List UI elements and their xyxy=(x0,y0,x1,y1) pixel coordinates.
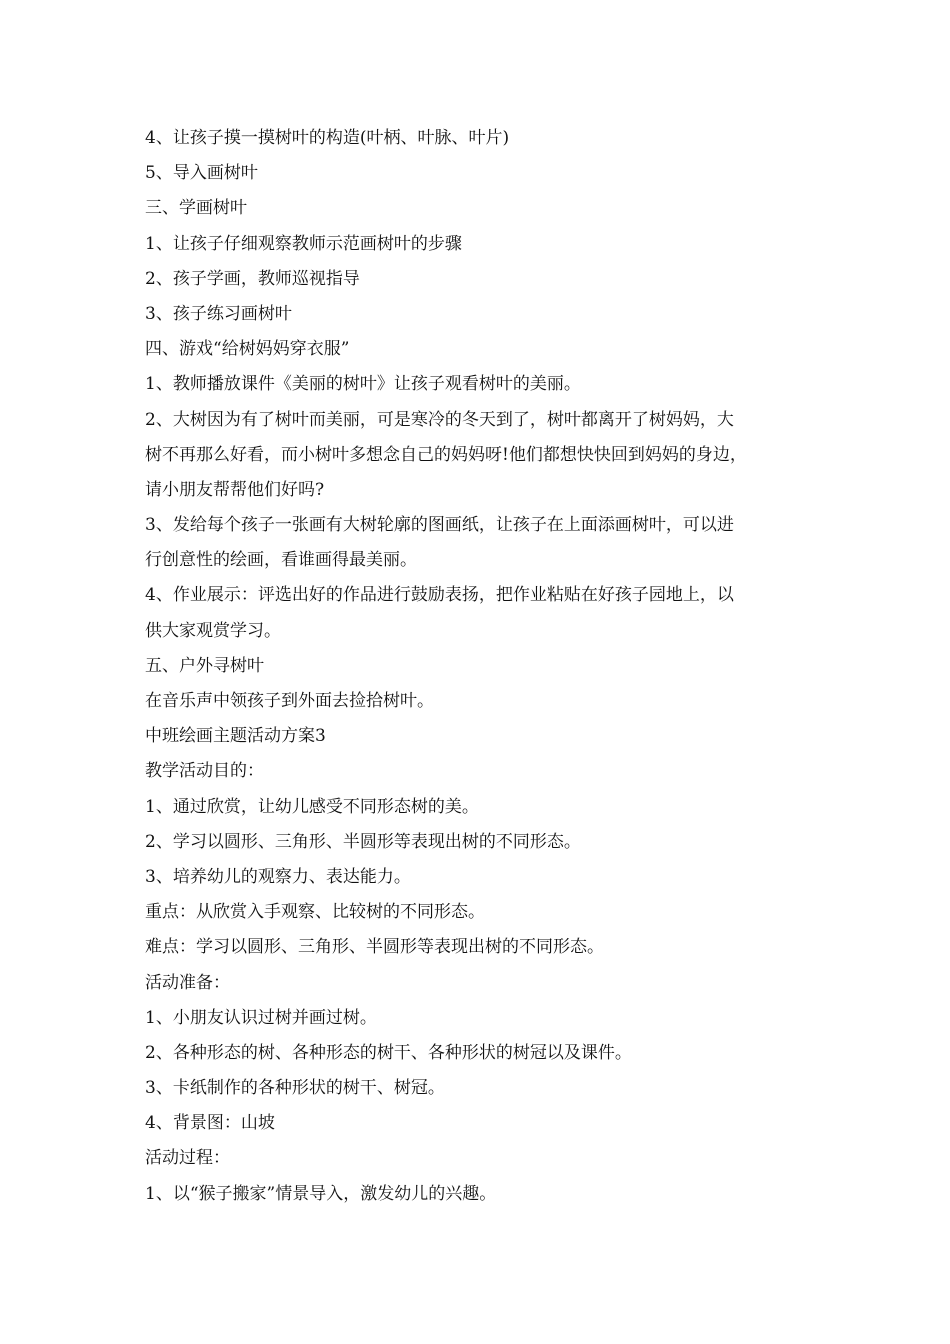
text-line: 1、教师播放课件《美丽的树叶》让孩子观看树叶的美丽。 xyxy=(145,374,581,395)
text-line: 2、孩子学画，教师巡视指导 xyxy=(145,268,360,289)
section-heading: 教学活动目的： xyxy=(145,761,264,782)
text-line: 1、以“猴子搬家”情景导入，激发幼儿的兴趣。 xyxy=(145,1183,497,1204)
text-line: 5、导入画树叶 xyxy=(145,163,258,184)
text-line: 4、作业展示：评选出好的作品进行鼓励表扬，把作业粘贴在好孩子园地上，以 xyxy=(145,585,734,606)
section-heading: 四、游戏“给树妈妈穿衣服” xyxy=(145,339,350,360)
text-line: 供大家观赏学习。 xyxy=(145,620,281,641)
text-line: 3、培养幼儿的观察力、表达能力。 xyxy=(145,866,411,887)
text-line: 请小朋友帮帮他们好吗? xyxy=(145,479,325,500)
text-line: 树不再那么好看，而小树叶多想念自己的妈妈呀!他们都想快快回到妈妈的身边， xyxy=(145,444,747,465)
text-line: 1、让孩子仔细观察教师示范画树叶的步骤 xyxy=(145,233,462,254)
document-body xyxy=(145,121,825,1212)
section-heading: 活动过程： xyxy=(145,1148,230,1169)
text-line: 3、孩子练习画树叶 xyxy=(145,303,292,324)
text-line: 难点：学习以圆形、三角形、半圆形等表现出树的不同形态。 xyxy=(145,937,604,958)
section-heading: 活动准备： xyxy=(145,972,230,993)
text-line: 2、各种形态的树、各种形态的树干、各种形状的树冠以及课件。 xyxy=(145,1042,632,1063)
text-line: 2、学习以圆形、三角形、半圆形等表现出树的不同形态。 xyxy=(145,831,581,852)
text-line: 2、大树因为有了树叶而美丽，可是寒冷的冬天到了，树叶都离开了树妈妈，大 xyxy=(145,409,734,430)
section-heading: 五、户外寻树叶 xyxy=(145,655,264,676)
text-line: 3、发给每个孩子一张画有大树轮廓的图画纸，让孩子在上面添画树叶，可以进 xyxy=(145,515,734,536)
text-line: 4、让孩子摸一摸树叶的构造(叶柄、叶脉、叶片) xyxy=(145,128,510,148)
text-line: 1、通过欣赏，让幼儿感受不同形态树的美。 xyxy=(145,796,479,817)
text-line: 1、小朋友认识过树并画过树。 xyxy=(145,1007,377,1028)
text-line: 行创意性的绘画，看谁画得最美丽。 xyxy=(145,550,417,571)
document-title: 中班绘画主题活动方案3 xyxy=(145,726,326,747)
text-line: 在音乐声中领孩子到外面去捡拾树叶。 xyxy=(145,691,434,711)
text-line: 4、背景图：山坡 xyxy=(145,1113,275,1134)
text-line: 3、卡纸制作的各种形状的树干、树冠。 xyxy=(145,1078,445,1099)
section-heading: 三、学画树叶 xyxy=(145,198,247,219)
text-line: 重点：从欣赏入手观察、比较树的不同形态。 xyxy=(145,902,485,923)
